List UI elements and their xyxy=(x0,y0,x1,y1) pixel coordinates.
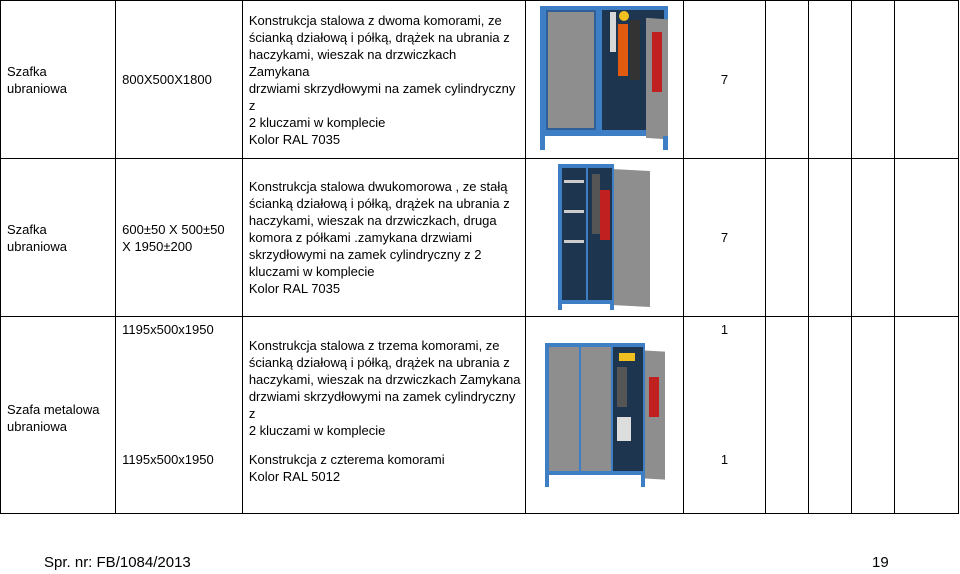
two-door-locker-image xyxy=(534,2,674,154)
item-image-cell xyxy=(525,1,683,159)
empty-cell xyxy=(895,159,959,317)
item-name-cell: Szafka ubraniowa xyxy=(1,159,116,317)
item-desc-cell: Konstrukcja stalowa dwukomorowa , ze stałą ścianką działową i półką, drążek na ubrania z haczykami, wieszak na drzwiczkach, druga komora z półkami .zamykana drzwiami skrzydłowymi na zamek cylindryczny z 2 kluczami w komplecie Kolor RAL 7035 xyxy=(242,159,525,317)
qty-b: 1 xyxy=(720,452,729,467)
empty-cell xyxy=(852,317,895,514)
page-footer xyxy=(0,554,960,574)
document-number: Spr. nr: FB/1084/2013 xyxy=(44,554,191,571)
table-row xyxy=(1,159,959,317)
item-image-cell xyxy=(525,317,683,514)
desc-a: Konstrukcja stalowa z trzema komorami, ze ścianką działową i półką, drążek na ubrania z haczykami, wieszak na drzwiczkach Zamykana drzwiami skrzydłowymi na zamek cylindryczny z 2 kluczami w komplecie xyxy=(248,338,521,438)
item-dims-cell: 600±50 X 500±50 X 1950±200 xyxy=(116,159,243,317)
item-dims-cell: 800X500X1800 xyxy=(116,1,243,159)
dims-a: 1195x500x1950 xyxy=(122,322,214,337)
item-desc-cell: Konstrukcja stalowa z dwoma komorami, ze ścianką działową i półką, drążek na ubrania z haczykami, wieszak na drzwiczkach Zamykana drzwiami skrzydłowymi na zamek cylindryczny z 2 kluczami w komplecie Kolor RAL 7035 xyxy=(242,1,525,159)
empty-cell xyxy=(809,159,852,317)
item-qty-cell: 7 xyxy=(683,1,766,159)
table-row xyxy=(1,1,959,159)
page-number: 19 xyxy=(872,554,889,571)
empty-cell xyxy=(766,159,809,317)
empty-cell xyxy=(895,317,959,514)
qty-a: 1 xyxy=(720,322,729,337)
empty-cell xyxy=(852,1,895,159)
item-qty-cell: 7 xyxy=(683,159,766,317)
three-door-locker-image xyxy=(539,337,669,489)
item-name-cell: Szafka ubraniowa xyxy=(1,1,116,159)
item-desc-cell xyxy=(242,317,525,514)
dims-b: 1195x500x1950 xyxy=(122,452,214,467)
item-dims-cell xyxy=(116,317,243,514)
wardrobe-locker-image xyxy=(554,160,654,312)
empty-cell xyxy=(766,317,809,514)
empty-cell xyxy=(809,317,852,514)
item-name-cell: Szafa metalowa ubraniowa xyxy=(1,317,116,514)
empty-cell xyxy=(852,159,895,317)
table-row xyxy=(1,317,959,514)
empty-cell xyxy=(766,1,809,159)
empty-cell xyxy=(809,1,852,159)
empty-cell xyxy=(895,1,959,159)
item-qty-cell xyxy=(683,317,766,514)
desc-b: Konstrukcja z czterema komorami Kolor RAL 5012 xyxy=(248,452,445,484)
item-image-cell xyxy=(525,159,683,317)
